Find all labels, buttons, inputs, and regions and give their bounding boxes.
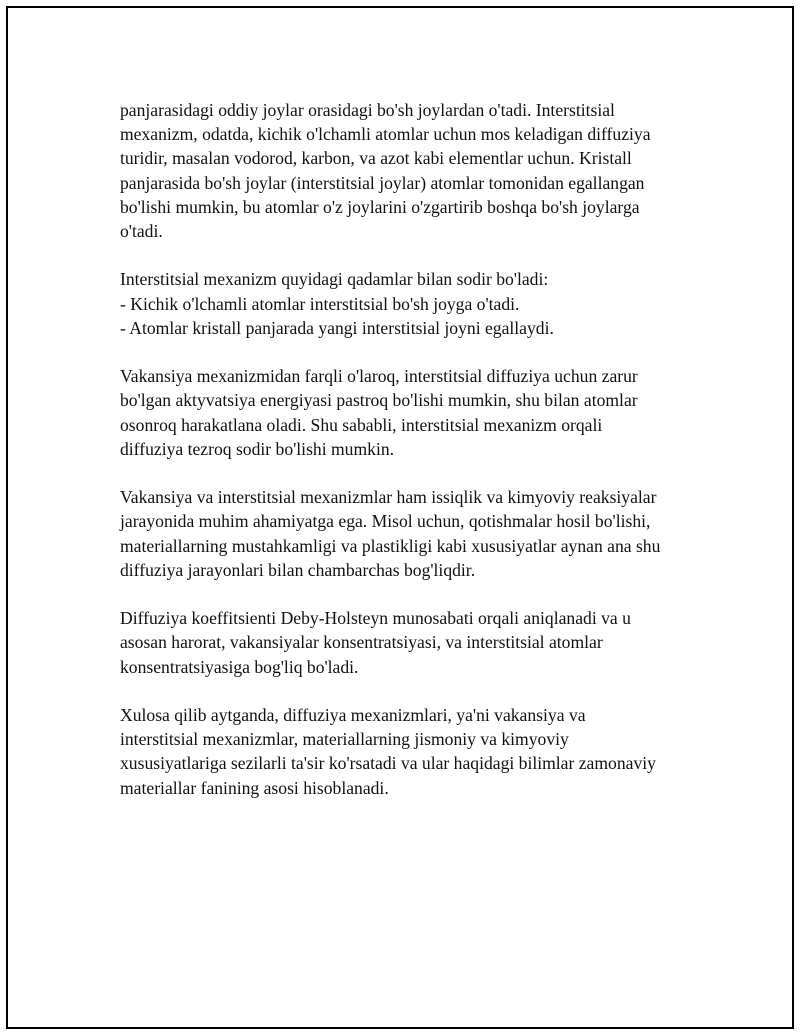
paragraph-interstitial-steps: Interstitsial mexanizm quyidagi qadamlar bilan sodir bo'ladi: - Kichik o'lchamli atomlar interstitsial bo'sh joyga o'tadi. - Atomlar kristall panjarada yangi interstitsial joyni egallaydi. bbox=[120, 269, 554, 338]
paragraph-importance: Vakansiya va interstitsial mexanizmlar ham issiqlik va kimyoviy reaksiyalar jarayonida muhim ahamiyatga ega. Misol uchun, qotishmalar hosil bo'lishi, materiallarning mustahkamligi va plastikligi kabi xususiyatlar aynan ana shu diffuziya jarayonlari bilan chambarchas bog'liqdir. bbox=[120, 487, 661, 580]
paragraph-interstitial-intro: panjarasidagi oddiy joylar orasidagi bo'sh joylardan o'tadi. Interstitsial mexanizm, odatda, kichik o'lchamli atomlar uchun mos keladigan diffuziya turidir, masalan vodorod, karbon, va azot kabi elementlar uchun. Kristall panjarasida bo'sh joylar (interstitsial joylar) atomlar tomonidan egallangan bo'lishi mumkin, bu atomlar o'z joylarini o'zgartirib boshqa bo'sh joylarga o'tadi. bbox=[120, 100, 651, 242]
document-body bbox=[120, 98, 700, 824]
page-border bbox=[6, 6, 794, 1029]
paragraph-activation-energy: Vakansiya mexanizmidan farqli o'laroq, interstitsial diffuziya uchun zarur bo'lgan aktyvatsiya energiyasi pastroq bo'lishi mumkin, shu bilan atomlar osonroq harakatlana oladi. Shu sababli, interstitsial mexanizm orqali diffuziya tezroq sodir bo'lishi mumkin. bbox=[120, 366, 638, 459]
paragraph-diffusion-coefficient: Diffuziya koeffitsienti Deby-Holsteyn munosabati orqali aniqlanadi va u asosan harorat, vakansiyalar konsentratsiyasi, va interstitsial atomlar konsentratsiyasiga bog'liq bo'ladi. bbox=[120, 608, 631, 677]
paragraph-conclusion: Xulosa qilib aytganda, diffuziya mexanizmlari, ya'ni vakansiya va interstitsial mexanizmlar, materiallarning jismoniy va kimyoviy xususiyatlariga sezilarli ta'sir ko'rsatadi va ular haqidagi bilimlar zamonaviy materiallar fanining asosi hisoblanadi. bbox=[120, 705, 656, 798]
